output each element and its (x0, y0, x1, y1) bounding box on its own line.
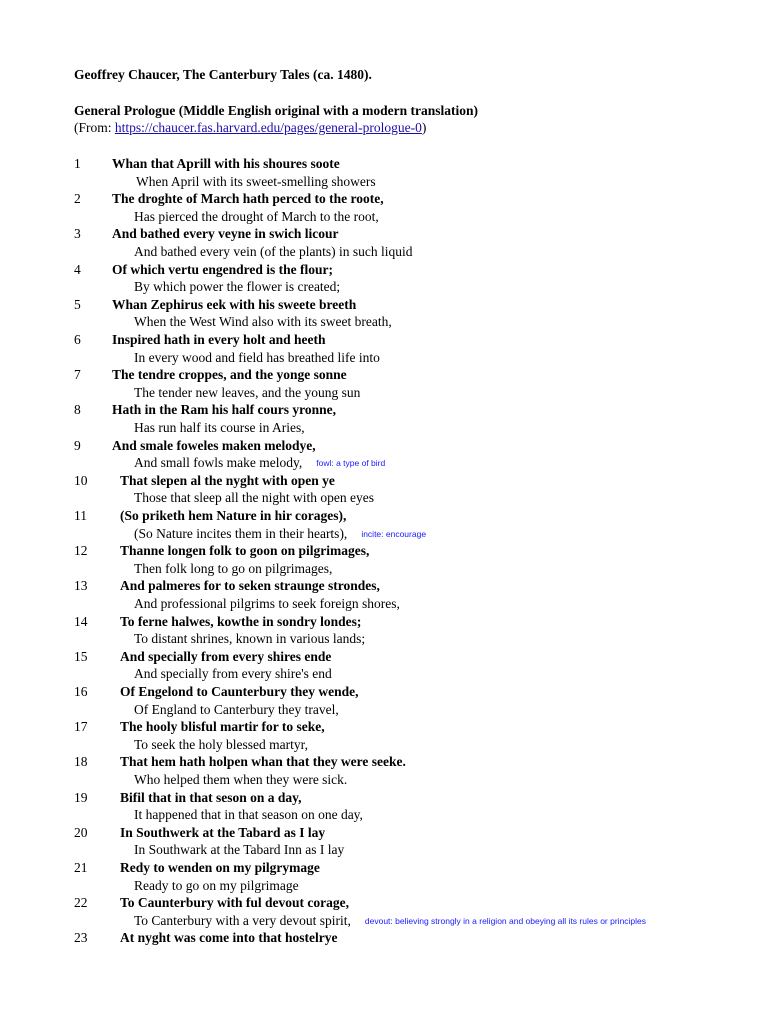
document-title: Geoffrey Chaucer, The Canterbury Tales (ca. 1480). (74, 67, 372, 82)
middle-english-line: Whan Zephirus eek with his sweete breeth (112, 296, 357, 312)
modern-translation-line: To distant shrines, known in various lands; (134, 631, 366, 647)
middle-english-line: At nyght was come into that hostelrye (120, 930, 338, 946)
modern-translation-line: Has pierced the drought of March to the root, (134, 208, 379, 224)
line-number: 22 (74, 895, 88, 911)
middle-english-line: The tendre croppes, and the yonge sonne (112, 367, 347, 383)
modern-translation-line: When the West Wind also with its sweet breath, (134, 314, 392, 330)
line-number: 12 (74, 543, 88, 559)
source-suffix: ) (421, 120, 427, 135)
line-number: 13 (74, 578, 88, 594)
middle-english-line: Bifil that in that seson on a day, (120, 789, 302, 805)
glossary-note: devout: believing strongly in a religion and obeying all its rules or principles (364, 915, 647, 926)
source-link[interactable]: https://chaucer.fas.harvard.edu/pages/general-prologue-0 (114, 120, 422, 135)
line-number: 21 (74, 860, 88, 875)
line-number: 7 (74, 367, 81, 383)
line-number: 10 (74, 472, 88, 488)
middle-english-line: Whan that Aprill with his shoures soote (112, 156, 340, 171)
modern-translation-line: (So Nature incites them in their hearts), (134, 525, 348, 541)
middle-english-line: Redy to wenden on my pilgrymage (120, 860, 320, 875)
line-number: 11 (74, 508, 87, 523)
middle-english-line: And bathed every veyne in swich licour (112, 226, 339, 242)
line-number: 5 (74, 296, 81, 312)
middle-english-line: Inspired hath in every holt and heeth (112, 332, 326, 347)
line-number: 17 (74, 719, 88, 735)
line-number: 1 (74, 156, 81, 171)
modern-translation-line: In Southwark at the Tabard Inn as I lay (134, 842, 345, 858)
middle-english-line: Of Engelond to Caunterbury they wende, (120, 684, 359, 699)
line-number: 8 (74, 402, 81, 418)
modern-translation-line: And bathed every vein (of the plants) in such liquid (134, 244, 413, 259)
middle-english-line: To Caunterbury with ful devout corage, (120, 895, 350, 911)
modern-translation-line: Has run half its course in Aries, (134, 420, 305, 435)
line-number: 19 (74, 789, 88, 805)
line-number: 4 (74, 261, 81, 277)
modern-translation-line: When April with its sweet-smelling showers (136, 173, 376, 189)
modern-translation-line: Who helped them when they were sick. (134, 772, 348, 787)
modern-translation-line: Of England to Canterbury they travel, (134, 701, 339, 717)
middle-english-line: In Southwerk at the Tabard as I lay (120, 824, 326, 840)
modern-translation-line: By which power the flower is created; (134, 279, 341, 295)
middle-english-line: Of which vertu engendred is the flour; (112, 261, 333, 277)
line-number: 2 (74, 191, 81, 207)
modern-translation-line: And small fowls make melody, (134, 455, 303, 471)
modern-translation-line: To seek the holy blessed martyr, (134, 736, 308, 752)
middle-english-line: To ferne halwes, kowthe in sondry londes; (120, 613, 362, 629)
modern-translation-line: And professional pilgrims to seek foreign shores, (134, 596, 400, 611)
line-number: 23 (74, 930, 88, 946)
document-subtitle: General Prologue (Middle English original with a modern translation) (74, 103, 479, 118)
line-number: 9 (74, 437, 81, 453)
line-number: 18 (74, 754, 88, 770)
modern-translation-line: And specially from every shire's end (134, 666, 332, 682)
line-number: 14 (74, 613, 88, 629)
modern-translation-line: In every wood and field has breathed life into (134, 349, 380, 365)
modern-translation-line: Those that sleep all the night with open eyes (134, 490, 374, 506)
middle-english-line: Hath in the Ram his half cours yronne, (112, 402, 337, 418)
modern-translation-line: Then folk long to go on pilgrimages, (134, 560, 333, 576)
glossary-note: incite: encourage (361, 528, 427, 539)
modern-translation-line: Ready to go on my pilgrimage (134, 877, 299, 893)
source-prefix: (From: (74, 120, 115, 135)
middle-english-line: The droghte of March hath perced to the roote, (112, 191, 384, 207)
line-number: 16 (74, 684, 88, 699)
middle-english-line: And smale foweles maken melodye, (112, 437, 316, 453)
middle-english-line: And specially from every shires ende (120, 648, 332, 664)
line-number: 6 (74, 332, 81, 347)
modern-translation-line: It happened that in that season on one day, (134, 807, 363, 823)
middle-english-line: The hooly blisful martir for to seke, (120, 719, 325, 735)
line-number: 15 (74, 648, 88, 664)
glossary-note: fowl: a type of bird (316, 458, 386, 469)
modern-translation-line: The tender new leaves, and the young sun (134, 384, 361, 400)
middle-english-line: (So priketh hem Nature in hir corages), (120, 508, 347, 523)
modern-translation-line: To Canterbury with a very devout spirit, (134, 912, 351, 928)
middle-english-line: That hem hath holpen whan that they were seeke. (120, 754, 406, 770)
line-number: 20 (74, 824, 88, 840)
middle-english-line: And palmeres for to seken straunge strondes, (120, 578, 380, 594)
middle-english-line: Thanne longen folk to goon on pilgrimages, (120, 543, 370, 559)
line-number: 3 (74, 226, 81, 242)
middle-english-line: That slepen al the nyght with open ye (120, 472, 335, 488)
